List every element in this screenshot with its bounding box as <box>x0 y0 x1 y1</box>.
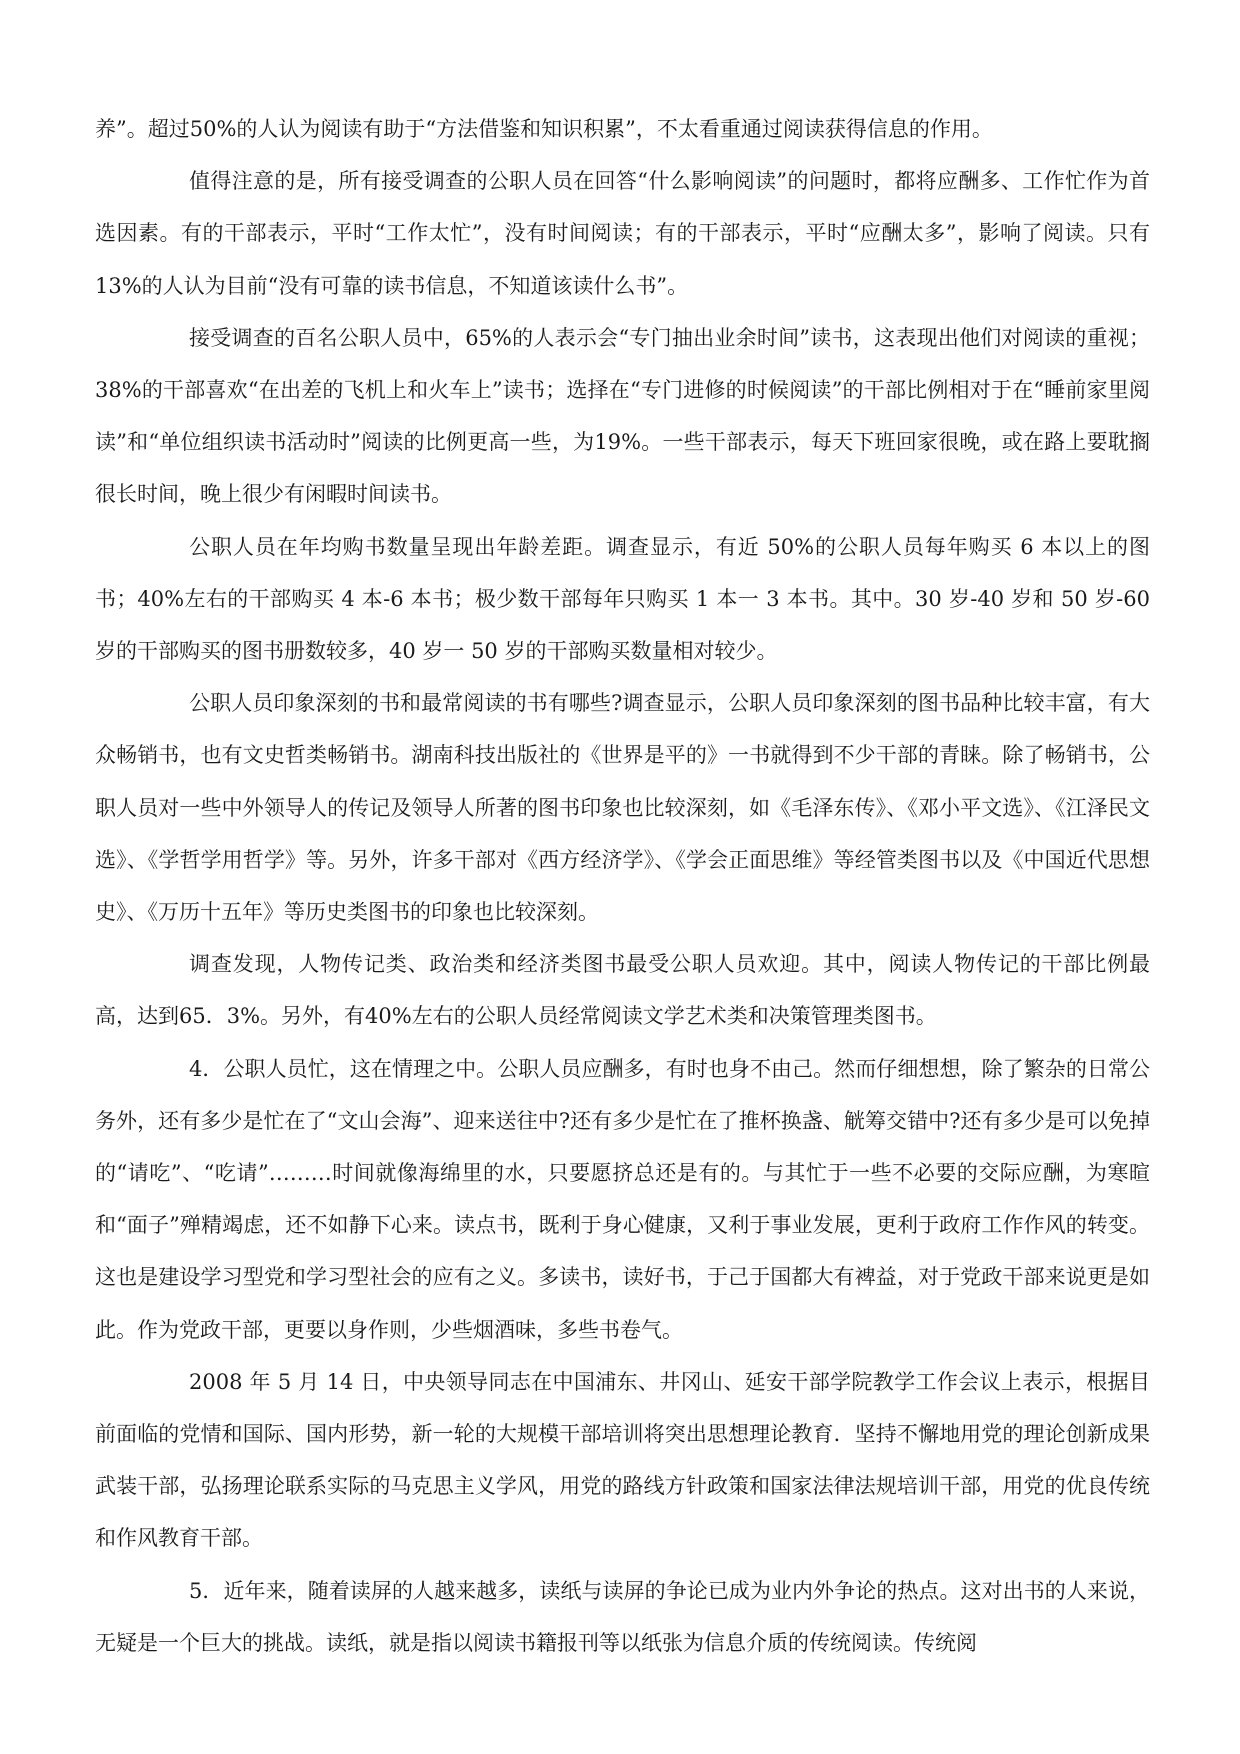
paragraph: 值得注意的是，所有接受调查的公职人员在回答“什么影响阅读”的问题时，都将应酬多、工作忙作为首选因素。有的干部表示，平时“工作太忙”，没有时间阅读；有的干部表示，平时“应酬太多”，影响了阅读。只有13%的人认为目前“没有可靠的读书信息，不知道该读什么书”。 <box>95 169 1150 298</box>
paragraph-continuation: 养”。超过50%的人认为阅读有助于“方法借鉴和知识积累”，不太看重通过阅读获得信息的作用。 <box>95 117 993 141</box>
paragraph: 公职人员在年均购书数量呈现出年龄差距。调查显示，有近 50%的公职人员每年购买 6 本以上的图书；40%左右的干部购买 4 本-6 本书；极少数干部每年只购买 1 本一 3 本书。其中。30 岁-40 岁和 50 岁-60 岁的干部购买的图书册数较多，40 岁一 50 岁的干部购买数量相对较少。 <box>95 534 1150 664</box>
paragraph: 4．公职人员忙，这在情理之中。公职人员应酬多，有时也身不由己。然而仔细想想，除了繁杂的日常公务外，还有多少是忙在了“文山会海”、迎来送往中?还有多少是忙在了推杯换盏、觥筹交错中?还有多少是可以免掉的“请吃”、“吃请”………时间就像海绵里的水，只要愿挤总还是有的。与其忙于一些不必要的交际应酬，为寒暄和“面子”殚精竭虑，还不如静下心来。读点书，既利于身心健康，又利于事业发展，更利于政府工作作风的转变。这也是建设学习型党和学习型社会的应有之义。多读书，读好书，于己于国都大有裨益，对于党政干部来说更是如此。作为党政干部，更要以身作则，少些烟酒味，多些书卷气。 <box>95 1056 1150 1342</box>
paragraph: 调查发现，人物传记类、政治类和经济类图书最受公职人员欢迎。其中，阅读人物传记的干部比例最高，达到65．3%。另外，有40%左右的公职人员经常阅读文学艺术类和决策管理类图书。 <box>95 952 1150 1029</box>
paragraph: 2008 年 5 月 14 日，中央领导同志在中国浦东、井冈山、延安干部学院教学工作会议上表示，根据目前面临的党情和国际、国内形势，新一轮的大规模干部培训将突出思想理论教育．坚持不懈地用党的理论创新成果武装干部，弘扬理论联系实际的马克思主义学风，用党的路线方针政策和国家法律法规培训干部，用党的优良传统和作风教育干部。 <box>95 1369 1150 1551</box>
document-body <box>95 103 1150 1669</box>
paragraph: 公职人员印象深刻的书和最常阅读的书有哪些?调查显示，公职人员印象深刻的图书品种比较丰富，有大众畅销书，也有文史哲类畅销书。湖南科技出版社的《世界是平的》一书就得到不少干部的青睐。除了畅销书，公职人员对一些中外领导人的传记及领导人所著的图书印象也比较深刻，如《毛泽东传》、《邓小平文选》、《江泽民文选》、《学哲学用哲学》等。另外，许多干部对《西方经济学》、《学会正面思维》等经管类图书以及《中国近代思想史》、《万历十五年》等历史类图书的印象也比较深刻。 <box>95 691 1150 925</box>
paragraph: 5．近年来，随着读屏的人越来越多，读纸与读屏的争论已成为业内外争论的热点。这对出书的人来说，无疑是一个巨大的挑战。读纸，就是指以阅读书籍报刊等以纸张为信息介质的传统阅读。传统阅 <box>95 1578 1150 1655</box>
paragraph: 接受调查的百名公职人员中，65%的人表示会“专门抽出业余时间”读书，这表现出他们对阅读的重视；38%的干部喜欢“在出差的飞机上和火车上”读书；选择在“专门进修的时候阅读”的干部比例相对于在“睡前家里阅读”和“单位组织读书活动时”阅读的比例更高一些，为19%。一些干部表示，每天下班回家很晚，或在路上要耽搁很长时间，晚上很少有闲暇时间读书。 <box>95 325 1150 507</box>
